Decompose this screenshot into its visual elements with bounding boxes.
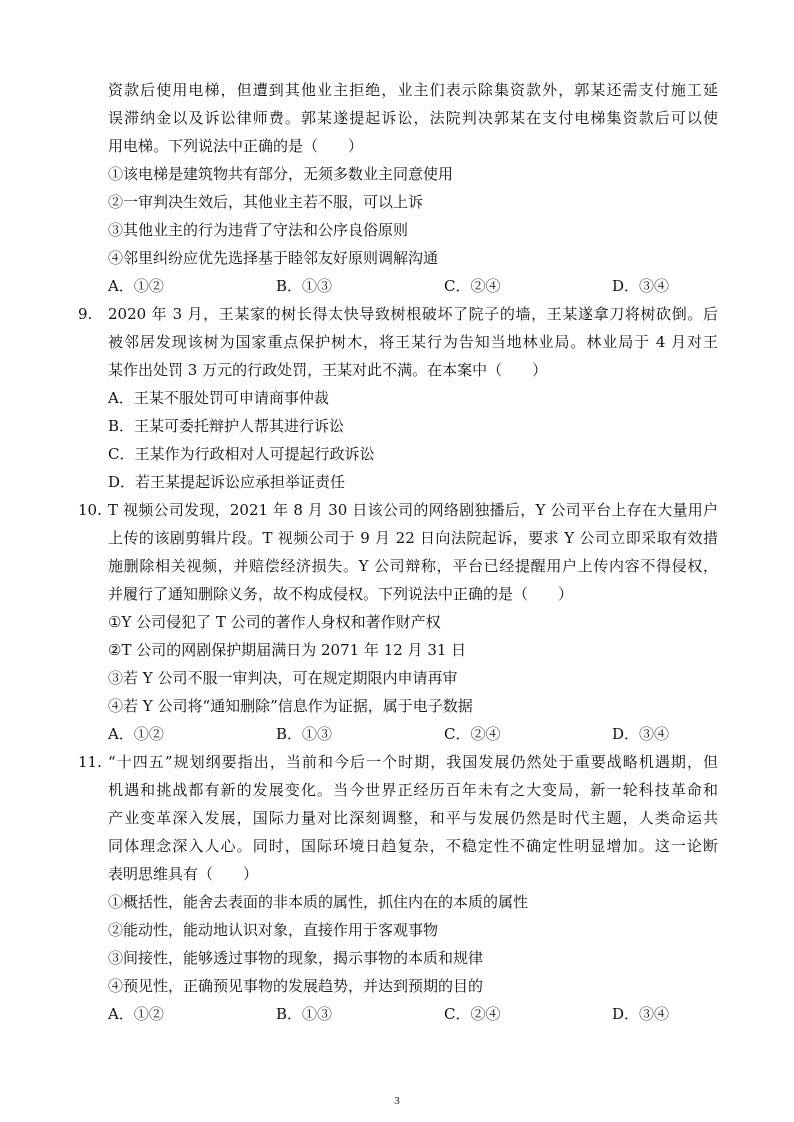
q10-option-c: C．②④ bbox=[444, 725, 501, 743]
q10-option-b: B．①③ bbox=[276, 725, 333, 743]
q10-stem-line: 上传的该剧剪辑片段。T 视频公司于 9 月 22 日向法院起诉，要求 Y 公司立即采取有效措 bbox=[108, 529, 718, 547]
q10-statement: ①Y 公司侵犯了 T 公司的著作人身权和著作财产权 bbox=[108, 613, 441, 631]
q10-statement: ②T 公司的网剧保护期届满日为 2071 年 12 月 31 日 bbox=[108, 641, 467, 659]
q8-statement: ④邻里纠纷应优先选择基于睦邻友好原则调解沟通 bbox=[108, 249, 439, 267]
q11-option-b: B．①③ bbox=[276, 1005, 333, 1023]
q10-statement: ③若 Y 公司不服一审判决，可在规定期限内申请再审 bbox=[108, 669, 458, 687]
q9-number: 9. bbox=[78, 305, 93, 323]
q10-options bbox=[78, 720, 718, 748]
q11-option-c: C．②④ bbox=[444, 1005, 501, 1023]
q11-stem-line: 11. “十四五”规划纲要指出，当前和今后一个时期，我国发展仍然处于重要战略机遇期，但 bbox=[78, 748, 718, 776]
q11-options bbox=[78, 1000, 718, 1028]
q10-stem-line: 并履行了通知删除义务，故不构成侵权。下列说法中正确的是（ ） bbox=[108, 585, 574, 603]
q9-choice-a: A．王某不服处罚可申请商事仲裁 bbox=[108, 389, 329, 407]
q9-choice-b: B．王某可委托辩护人帮其进行诉讼 bbox=[108, 417, 345, 435]
q8-continuation-line: 用电梯。下列说法中正确的是（ ） bbox=[108, 137, 364, 155]
q8-option-a: A．①② bbox=[108, 277, 164, 295]
q9-choice-d: D．若王某提起诉讼应承担举证责任 bbox=[108, 473, 346, 491]
q11-stem-line: 机遇和挑战都有新的发展变化。当今世界正经历百年未有之大变局，新一轮科技革命和 bbox=[108, 781, 718, 799]
q8-option-d: D．③④ bbox=[612, 277, 670, 295]
q11-statement: ①概括性，能舍去表面的非本质的属性，抓住内在的本质的属性 bbox=[108, 893, 529, 911]
q10-stem-line: 施删除相关视频，并赔偿经济损失。Y 公司辩称，平台已经提醒用户上传内容不得侵权， bbox=[108, 557, 718, 575]
q8-option-b: B．①③ bbox=[276, 277, 333, 295]
q9-choice-c: C．王某作为行政相对人可提起行政诉讼 bbox=[108, 445, 375, 463]
q8-statement: ③其他业主的行为违背了守法和公序良俗原则 bbox=[108, 221, 409, 239]
q11-statement: ③间接性，能够透过事物的现象，揭示事物的本质和规律 bbox=[108, 949, 484, 967]
q11-stem-line: 表明思维具有（ ） bbox=[108, 865, 259, 883]
q11-option-d: D．③④ bbox=[612, 1005, 670, 1023]
q10-statement: ④若 Y 公司将“通知删除”信息作为证据，属于电子数据 bbox=[108, 697, 473, 715]
q11-stem-line: 产业变革深入发展，国际力量对比深刻调整，和平与发展仍然是时代主题，人类命运共 bbox=[108, 809, 718, 827]
q10-option-d: D．③④ bbox=[612, 725, 670, 743]
q8-option-c: C．②④ bbox=[444, 277, 501, 295]
q11-statement: ④预见性，正确预见事物的发展趋势，并达到预期的目的 bbox=[108, 977, 484, 995]
q9-stem-line: 9. 2020 年 3 月，王某家的树长得太快导致树根破坏了院子的墙，王某遂拿刀将树砍倒。后 bbox=[78, 300, 718, 328]
q8-options bbox=[78, 272, 718, 300]
q11-number: 11. bbox=[78, 753, 102, 771]
page-content bbox=[78, 76, 718, 1028]
q10-number: 10. bbox=[78, 501, 102, 519]
q10-stem-line: 10. T 视频公司发现，2021 年 8 月 30 日该公司的网络剧独播后，Y 公司平台上存在大量用户 bbox=[78, 496, 718, 524]
q11-option-a: A．①② bbox=[108, 1005, 164, 1023]
q8-continuation-line: 误滞纳金以及诉讼律师费。郭某遂提起诉讼，法院判决郭某在支付电梯集资款后可以使 bbox=[108, 109, 718, 127]
q8-continuation-line: 资款后使用电梯，但遭到其他业主拒绝，业主们表示除集资款外，郭某还需支付施工延 bbox=[108, 81, 718, 99]
q8-statement: ②一审判决生效后，其他业主若不服，可以上诉 bbox=[108, 193, 424, 211]
q8-statement: ①该电梯是建筑物共有部分，无须多数业主同意使用 bbox=[108, 165, 454, 183]
q9-stem-line: 某作出处罚 3 万元的行政处罚，王某对此不满。在本案中（ ） bbox=[108, 361, 548, 379]
q9-stem-line: 被邻居发现该树为国家重点保护树木，将王某行为告知当地林业局。林业局于 4 月对王 bbox=[108, 333, 718, 351]
page-number: 3 bbox=[394, 1095, 400, 1107]
q11-stem-line: 同体理念深入人心。同时，国际环境日趋复杂，不稳定性不确定性明显增加。这一论断 bbox=[108, 837, 718, 855]
q11-statement: ②能动性，能动地认识对象，直接作用于客观事物 bbox=[108, 921, 439, 939]
q10-option-a: A．①② bbox=[108, 725, 164, 743]
